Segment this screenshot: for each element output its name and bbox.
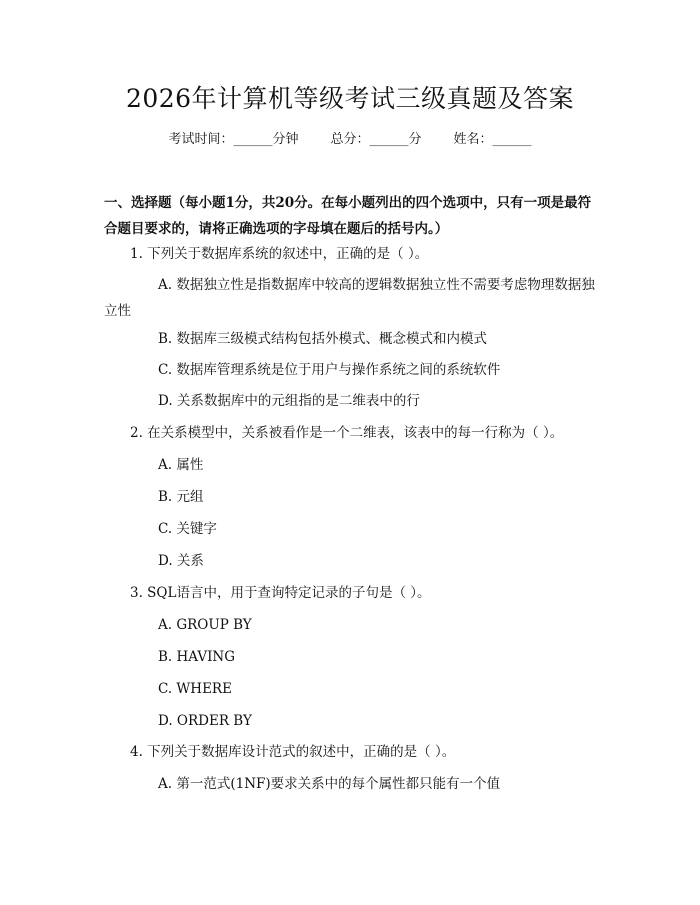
question-stem: 2. 在关系模型中，关系被看作是一个二维表，该表中的每一行称为（ ）。 [130,425,564,441]
page-title: 2026年计算机等级考试三级真题及答案 [125,84,575,113]
question-option: A. 第一范式(1NF)要求关系中的每个属性都只能有一个值 [158,776,501,792]
question-option: C. 数据库管理系统是位于用户与操作系统之间的系统软件 [158,362,501,378]
exam-time-field: 考试时间：______分钟 [168,132,299,147]
question-stem: 3. SQL语言中，用于查询特定记录的子句是（ ）。 [130,585,431,601]
question-option: A. 数据独立性是指数据库中较高的逻辑数据独立性不需要考虑物理数据独立性 [104,277,595,319]
question-option: B. 数据库三级模式结构包括外模式、概念模式和内模式 [158,331,488,347]
question-stem: 4. 下列关于数据库设计范式的叙述中，正确的是（ ）。 [130,744,456,760]
question-option: D. ORDER BY [158,713,252,729]
question-stem: 1. 下列关于数据库系统的叙述中，正确的是（ ）。 [130,246,429,262]
section-heading: 一、选择题（每小题1分，共20分。在每小题列出的四个选项中，只有一项是最符合题目要求的，请将正确选项的字母填在题后的括号内。） [104,195,592,237]
total-score-field: 总分：______分 [330,132,422,147]
question-option: C. 关键字 [158,521,217,537]
question-option: B. HAVING [158,649,236,665]
question-option: A. 属性 [158,457,204,473]
student-name-field: 姓名：______ [453,132,532,147]
question-option: A. GROUP BY [158,617,252,633]
question-option: D. 关系 [158,553,204,569]
exam-info-line [0,131,700,149]
question-option: B. 元组 [158,489,204,505]
question-option: D. 关系数据库中的元组指的是二维表中的行 [158,393,420,409]
question-option: C. WHERE [158,681,232,697]
